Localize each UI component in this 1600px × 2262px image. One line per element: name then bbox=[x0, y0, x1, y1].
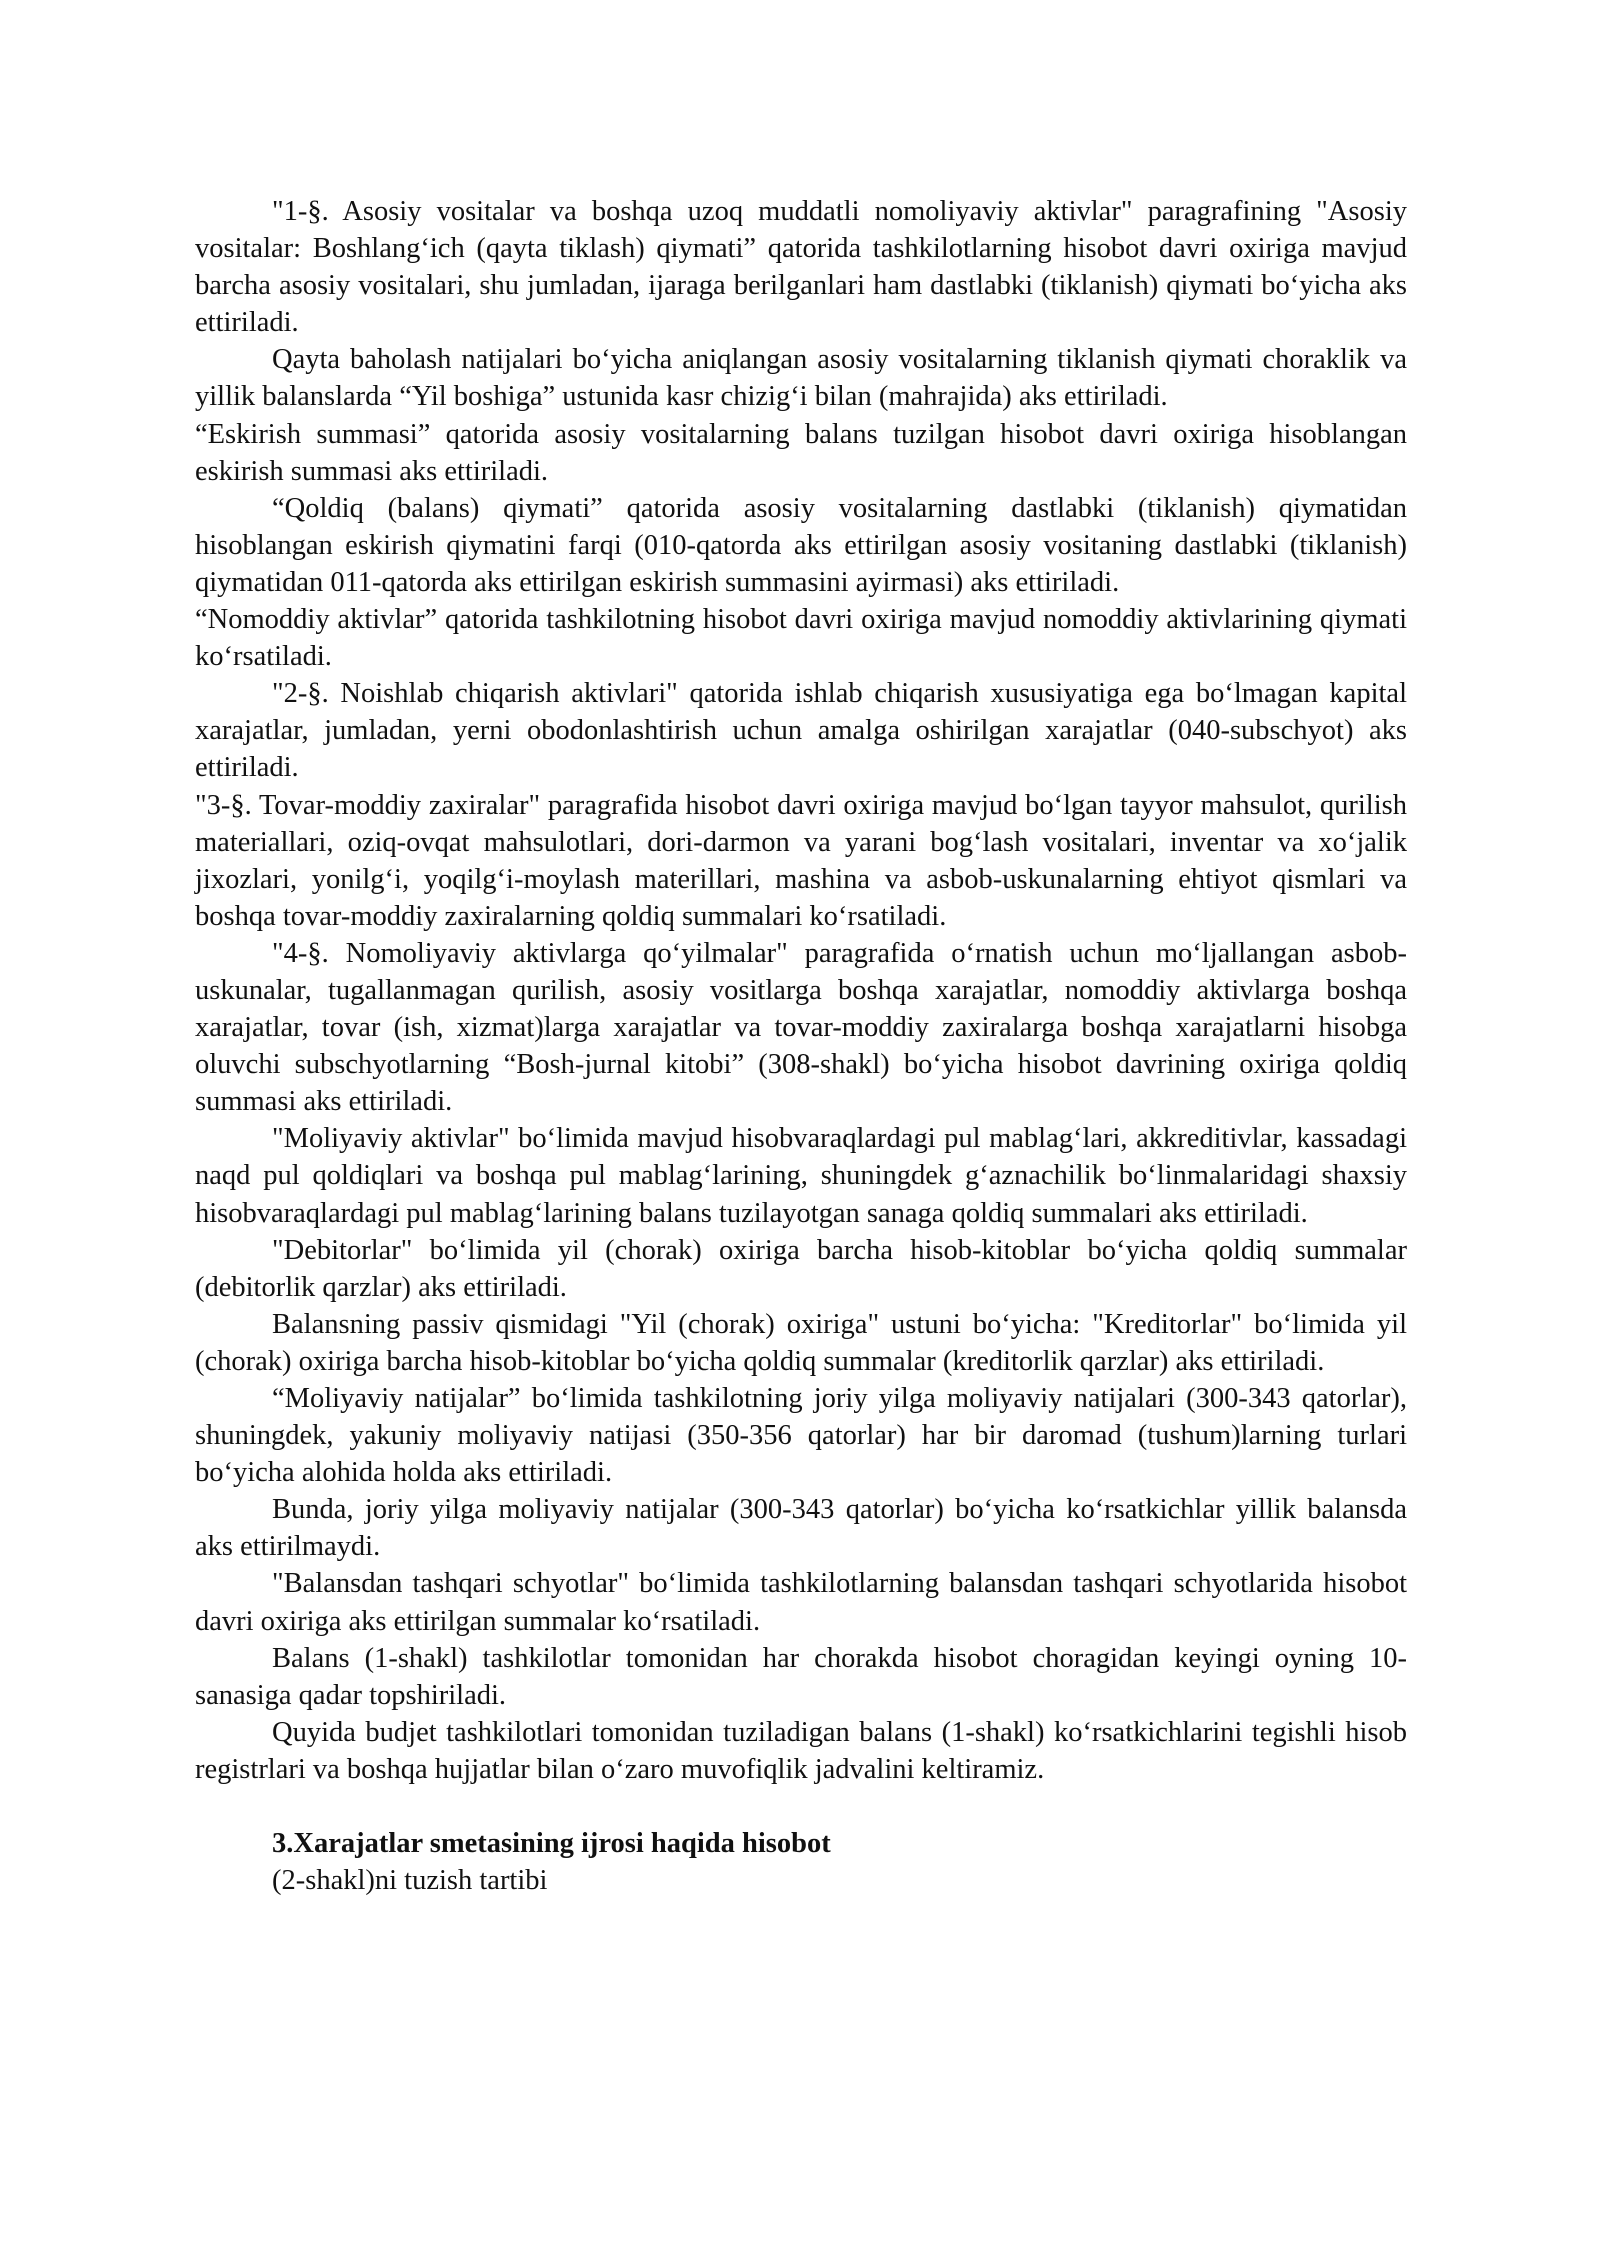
section-subtitle: (2-shakl)ni tuzish tartibi bbox=[272, 1865, 548, 1897]
section-heading bbox=[195, 1825, 1407, 1899]
section-title: 3.Xarajatlar smetasining ijrosi haqida hisobot bbox=[272, 1828, 831, 1860]
paragraph-muvofiqlik-jadvali: Quyida budjet tashkilotlari tomonidan tuziladigan balans (1-shakl) ko‘rsatkichlarini tegishli hisob registrlari va boshqa hujjatlar bilan o‘zaro muvofiqlik jadvalini keltiramiz. bbox=[195, 1716, 1407, 1785]
paragraph-moliyaviy-natijalar: “Moliyaviy natijalar” bo‘limida tashkilotning joriy yilga moliyaviy natijalari (300-343 qatorlar), shuningdek, yakuniy moliyaviy natijasi (350-356 qatorlar) har bir daromad (tushum)larning turlari bo‘yicha alohida holda aks ettiriladi. bbox=[195, 1383, 1407, 1489]
paragraph-eskirish-summasi: “Eskirish summasi” qatorida asosiy vositalarning balans tuzilgan hisobot davri oxiriga hisoblangan eskirish summasi aks ettiriladi. bbox=[195, 418, 1407, 487]
paragraph-balansdan-tashqari: "Balansdan tashqari schyotlar" bo‘limida tashkilotlarning balansdan tashqari schyotlarida hisobot davri oxiriga aks ettirilgan summalar ko‘rsatiladi. bbox=[195, 1568, 1407, 1637]
paragraph-nomoliyaviy-qoyilmalar: "4-§. Nomoliyaviy aktivlarga qo‘yilmalar" paragrafida o‘rnatish uchun mo‘ljallangan asbob-uskunalar, tugallanmagan qurilish, asosiy vositlarga boshqa xarajatlar, nomoddiy aktivlarga boshqa xarajatlar, tovar (ish, xizmat)larga xarajatlar va tovar-moddiy zaxiralarga boshqa xarajatlarni hisobga oluvchi subschyotlarning “Bosh-jurnal kitobi” (308-shakl) bo‘yicha hisobot davrining oxiriga qoldiq summasi aks ettiriladi. bbox=[195, 937, 1407, 1118]
paragraph-qoldiq-qiymati: “Qoldiq (balans) qiymati” qatorida asosiy vositalarning dastlabki (tiklanish) qiymatidan hisoblangan eskirish qiymatini farqi (010-qatorda aks ettirilgan asosiy vositaning dastlabki (tiklanish) qiymatidan 011-qatorda aks ettirilgan eskirish summasini ayirmasi) aks ettiriladi. bbox=[195, 492, 1407, 598]
paragraph-debitorlar: "Debitorlar" bo‘limida yil (chorak) oxiriga barcha hisob-kitoblar bo‘yicha qoldiq summalar (debitorlik qarzlar) aks ettiriladi. bbox=[195, 1234, 1407, 1303]
document-page bbox=[195, 193, 1407, 1899]
paragraph-topshirish-muddati: Balans (1-shakl) tashkilotlar tomonidan har chorakda hisobot choragidan keyingi oyning 10-sanasiga qadar topshiriladi. bbox=[195, 1642, 1407, 1711]
paragraph-kreditorlar: Balansning passiv qismidagi "Yil (chorak) oxiriga" ustuni bo‘yicha: "Kreditorlar" bo‘limida yil (chorak) oxiriga barcha hisob-kitoblar bo‘yicha qoldiq summalar (kreditorlik qarzlar) aks ettiriladi. bbox=[195, 1308, 1407, 1377]
paragraph-qayta-baholash: Qayta baholash natijalari bo‘yicha aniqlangan asosiy vositalarning tiklanish qiymati choraklik va yillik balanslarda “Yil boshiga” ustunida kasr chizig‘i bilan (mahrajida) aks ettiriladi. bbox=[195, 344, 1407, 413]
paragraph-noishlab-chiqarish: "2-§. Noishlab chiqarish aktivlari" qatorida ishlab chiqarish xususiyatiga ega bo‘lmagan kapital xarajatlar, jumladan, yerni obodonlashtirish uchun amalga oshirilgan xarajatlar (040-subschyot) aks ettiriladi. bbox=[195, 678, 1407, 784]
paragraph-asosiy-vositalar: "1-§. Asosiy vositalar va boshqa uzoq muddatli nomoliyaviy aktivlar" paragrafining "Asosiy vositalar: Boshlang‘ich (qayta tiklash) qiymati” qatorida tashkilotlarning hisobot davri oxiriga mavjud barcha asosiy vositalari, shu jumladan, ijaraga berilganlari ham dastlabki (tiklanish) qiymati bo‘yicha aks ettiriladi. bbox=[195, 196, 1407, 339]
paragraph-moliyaviy-aktivlar: "Moliyaviy aktivlar" bo‘limida mavjud hisobvaraqlardagi pul mablag‘lari, akkreditivlar, kassadagi naqd pul qoldiqlari va boshqa pul mablag‘larining, shuningdek g‘aznachilik bo‘linmalaridagi shaxsiy hisobvaraqlardagi pul mablag‘larining balans tuzilayotgan sanaga qoldiq summalari aks ettiriladi. bbox=[195, 1123, 1407, 1229]
paragraph-nomoddiy-aktivlar: “Nomoddiy aktivlar” qatorida tashkilotning hisobot davri oxiriga mavjud nomoddiy aktivlarining qiymati ko‘rsatiladi. bbox=[195, 604, 1407, 673]
document-body bbox=[195, 193, 1407, 1788]
paragraph-tovar-moddiy-zaxiralar: "3-§. Tovar-moddiy zaxiralar" paragrafida hisobot davri oxiriga mavjud bo‘lgan tayyor mahsulot, qurilish materiallari, oziq-ovqat mahsulotlari, dori-darmon va yarani bog‘lash vositalari, inventar va xo‘jalik jixozlari, yonilg‘i, yoqilg‘i-moylash materillari, mashina va asbob-uskunalarning ehtiyot qismlari va boshqa tovar-moddiy zaxiralarning qoldiq summalari ko‘rsatiladi. bbox=[195, 789, 1407, 932]
paragraph-joriy-yil-natijalar: Bunda, joriy yilga moliyaviy natijalar (300-343 qatorlar) bo‘yicha ko‘rsatkichlar yillik balansda aks ettirilmaydi. bbox=[195, 1494, 1407, 1563]
